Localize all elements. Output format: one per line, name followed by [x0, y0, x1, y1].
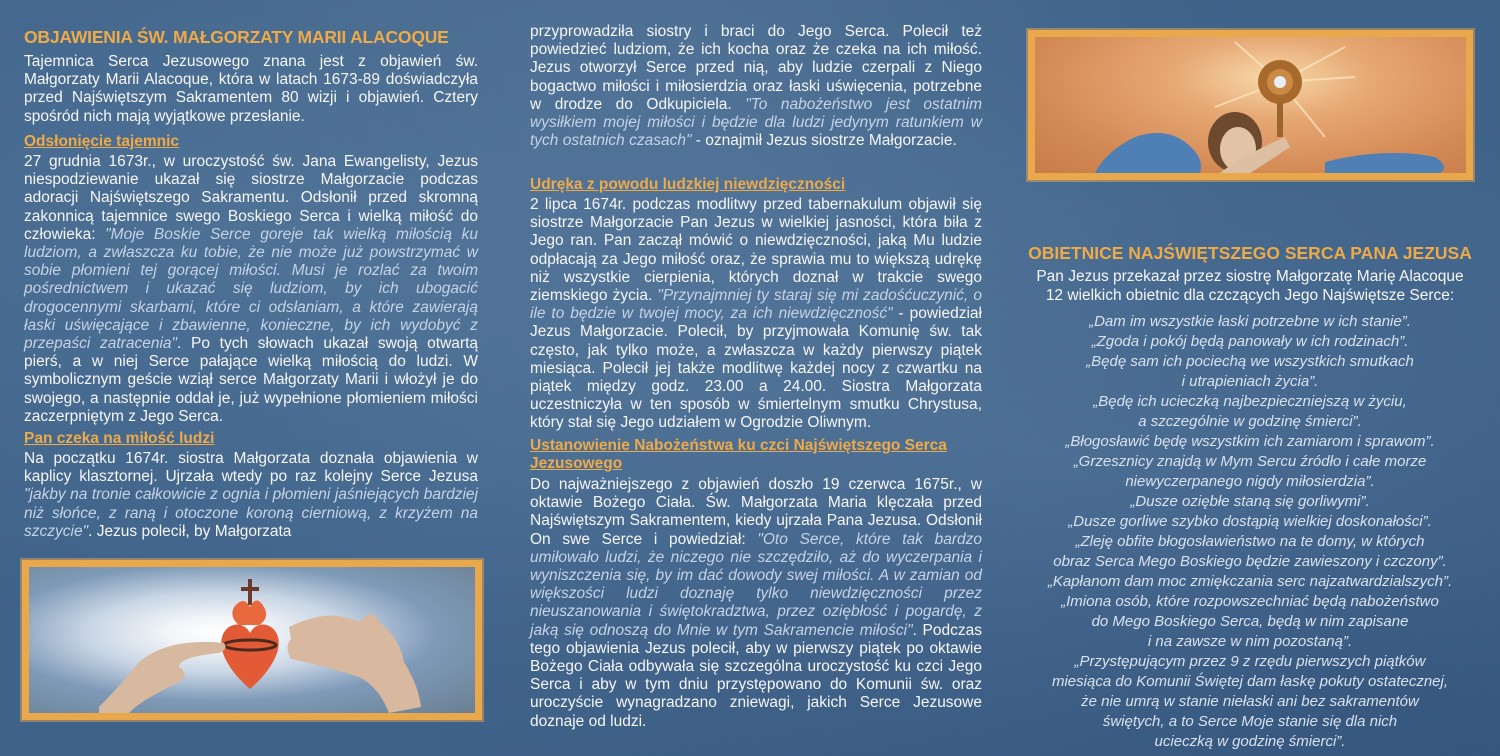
promise-line: „Będę sam ich pociechą we wszystkich smutkach	[1086, 353, 1414, 370]
section-heading-ingratitude: Udręka z powodu ludzkiej niewdzięczności	[530, 176, 846, 193]
promise-line: a szczególnie w godzinę śmierci”.	[1138, 413, 1362, 430]
quote-text: "Moje Boskie Serce goreje tak wielką miłością ku ludziom, a zwłaszcza ku tobie, że nie może już powstrzymać w sobie płomieni tej gorącej miłości. Musi je rozlać za twoim pośrednictwem i ukazać się ludziom, by ich ubogacić drogocennymi skarbami, które ci odsłaniam, a które zawierają łaski uświęcające i zbawienne, konieczne, by ich wydobyć z przepaści zatracenia"	[24, 225, 478, 353]
promise-line: świętych, a to Serce Moje stanie się dla nich	[1102, 713, 1398, 730]
promise-line: „Dusze gorliwe szybko dostąpią wielkiej doskonałości”.	[1068, 513, 1432, 530]
body-text: . Po tych słowach ukazał swoją otwartą pierś, a w niej Serce pałające wielką miłością do ludzi. W symbolicznym geście wziął serce Małgorzaty Marii i włożył je do swojego, a następnie oddał je, już wypełnione płomieniem miłości zaczerpniętym z Jego Serca.	[24, 335, 478, 425]
right-panel	[1000, 0, 1500, 756]
section-heading-revealing-mysteries: Odsłonięcie tajemnic	[24, 133, 180, 150]
promise-line: „Zgoda i pokój będą panowały w ich rodzinach”.	[1091, 333, 1409, 350]
body-text: . Podczas tego objawienia Jezus polecił, aby w pierwszy piątek po oktawie Bożego Ciała odbywała się szczególna uroczystość ku czci Jego Serca i aby w tym dniu przystępowano do Komunii św. oraz uroczyście wynagradzano zniewagi, jakich Serce Jezusowe doznaje od ludzi.	[530, 621, 983, 730]
promises-list	[1000, 312, 1500, 752]
intro-line: 12 wielkich obietnic dla czczących Jego Najświętsze Serce:	[1045, 286, 1455, 304]
section-paragraph	[530, 196, 982, 433]
promise-line: niewyczerpanego nigdy miłosierdzia”.	[1125, 473, 1375, 490]
body-text: przyprowadziła siostry i braci do Jego Serca. Polecił też powiedzieć ludziom, że ich kocha oraz że czeka na ich miłość. Jezus otworzył Serce przed nią, aby ludzie czerpali z Niego bogactwo miłości i miłosierdzia oraz łaski uświęcenia, potrzebne w drodze do Odkupiciela.	[530, 23, 982, 113]
sacred-heart-image-frame	[22, 560, 482, 720]
body-text: 2 lipca 1674r. podczas modlitwy przed tabernakulum objawił się siostrze Małgorzacie Pan Jezus w wielkiej jasności, która biła z Jego ran. Pan zaczął mówić o niewdzięczności, jaką Mu ludzie odpłacają za Jego miłość oraz, że sprawia mu to większą udrękę niż wszystkie cierpienia, których doznał w trakcie swego ziemskiego życia.	[530, 196, 982, 305]
promise-line: „Dam im wszystkie łaski potrzebne w ich stanie”.	[1089, 313, 1411, 330]
section-paragraph	[530, 476, 982, 731]
promises-title: OBIETNICE NAJŚWIĘTSZEGO SERCA PANA JEZUSA	[1028, 243, 1472, 263]
promise-line: i na zawsze w nim pozostaną”.	[1147, 633, 1353, 650]
angel-monstrance-illustration	[1035, 37, 1466, 173]
left-panel	[0, 0, 500, 756]
sacred-heart-illustration	[29, 567, 475, 713]
body-text: - oznajmił Jezus siostrze Małgorzacie.	[691, 132, 957, 150]
promise-line: „Dusze oziębłe staną się gorliwymi”.	[1130, 493, 1370, 510]
section-heading-devotion-established: Ustanowienie Nabożeństwa ku czci Najświętszego Serca Jezusowego	[530, 437, 947, 472]
body-text: Na początku 1674r. siostra Małgorzata doznała objawienia w kaplicy klasztornej. Ujrzała wtedy po raz kolejny Serce Jezusa	[24, 450, 478, 486]
continuation-paragraph	[530, 23, 982, 150]
quote-text: "jakby na tronie całkowicie z ognia i płomieni jaśniejących bardziej niż słońce, z raną i otoczone koroną cierniową, z krzyżem na szczycie"	[24, 486, 478, 540]
promise-line: obraz Serca Mego Boskiego będzie zawieszony i czczony”.	[1053, 553, 1447, 570]
section-heading-lord-awaits-love: Pan czeka na miłość ludzi	[24, 430, 215, 447]
quote-text: "Oto Serce, które tak bardzo umiłowało ludzi, że niczego nie szczędziło, aż do wyczerpania i wyniszczenia się, by im dać dowody swej miłości. A w zamian od większości ludzi doznaję tylko niewdzięczności przez nieuszanowania i świętokradztwa, przez oziębłość i pogardę, z jaką się odnoszą do Mnie w tym Sakramencie miłości"	[530, 530, 982, 639]
main-title: OBJAWIENIA ŚW. MAŁGORZATY MARII ALACOQUE	[24, 27, 449, 47]
promise-line: ucieczką w godzinę śmierci”.	[1154, 733, 1346, 750]
promise-line: „Zleję obfite błogosławieństwo na te domy, w których	[1075, 533, 1425, 550]
middle-panel	[500, 0, 1000, 756]
body-text: 27 grudnia 1673r., w uroczystość św. Jana Ewangelisty, Jezus niespodziewanie ukazał się siostrze Małgorzacie podczas adoracji Najświętszego Sakramentu. Odsłonił przed skromną zakonnicą tajemnice swego Boskiego Serca i wielką miłość do człowieka:	[24, 153, 478, 243]
promise-line: „Przystępującym przez 9 z rzędu pierwszych piątków	[1074, 653, 1426, 670]
intro-paragraph: Tajemnica Serca Jezusowego znana jest z objawień św. Małgorzaty Marii Alacoque, która w latach 1673-89 doświadczyła przed Najświętszym Sakramentem 80 wizji i objawień. Cztery spośród nich mają wyjątkowe przesłanie.	[24, 53, 478, 125]
body-text: Do najważniejszego z objawień doszło 19 czerwca 1675r., w oktawie Bożego Ciała. Św. Małgorzata Maria klęczała przed Najświętszym Sakramentem, kiedy ujrzała Pana Jezusa. Odsłonił On swe Serce i powiedział:	[530, 476, 982, 548]
promises-intro	[1000, 268, 1500, 305]
promise-line: „Imiona osób, które rozpowszechniać będą nabożeństwo	[1061, 593, 1439, 610]
angel-image-frame	[1028, 30, 1473, 180]
promise-line: i utrapieniach życia”.	[1181, 373, 1319, 390]
promise-line: „Będę ich ucieczką najbezpieczniejszą w życiu,	[1093, 393, 1407, 410]
quote-text: "To nabożeństwo jest ostatnim wysiłkiem mojej miłości i będzie dla ludzi jedynym ratunkiem w tych ostatnich czasach"	[530, 95, 982, 150]
promise-line: „Kapłanom dam moc zmiękczania serc najzatwardzialszych”.	[1047, 573, 1453, 590]
quote-text: "Przynajmniej ty staraj się mi zadośćuczynić, o ile to będzie w twojej mocy, za ich niewdzięczność"	[530, 287, 982, 323]
body-text: . Jezus polecił, by Małgorzata	[88, 522, 292, 540]
section-paragraph	[24, 450, 478, 541]
promise-line: że nie umrą w stanie niełaski ani bez sakramentów	[1081, 693, 1419, 710]
angel-with-monstrance-image	[1035, 37, 1466, 173]
body-text: - powiedział Jezus Małgorzacie. Polecił, by przyjmowała Komunię św. tak często, jak tylko może, a zwłaszcza w każdy pierwszy piątek miesiąca. Polecił jej także modlitwę każdej nocy z czwartku na piątek między godz. 23.00 a 24.00. Siostra Małgorzata uczestniczyła w ten sposób w śmiertelnym smutku Chrystusa, który stał się Jego udziałem w Ogrodzie Oliwnym.	[530, 305, 982, 432]
promise-line: „Błogosławić będę wszystkim ich zamiarom i sprawom”.	[1065, 433, 1435, 450]
promise-line: do Mego Boskiego Serca, będą w nim zapisane	[1091, 613, 1409, 630]
section-paragraph	[24, 153, 478, 426]
sacred-heart-image	[29, 567, 475, 713]
promise-line: „Grzesznicy znajdą w Mym Sercu źródło i całe morze	[1073, 453, 1427, 470]
intro-line: Pan Jezus przekazał przez siostrę Małgorzatę Marię Alacoque	[1036, 268, 1464, 285]
promise-line: miesiąca do Komunii Świętej dam łaskę pokuty ostatecznej,	[1051, 673, 1449, 690]
